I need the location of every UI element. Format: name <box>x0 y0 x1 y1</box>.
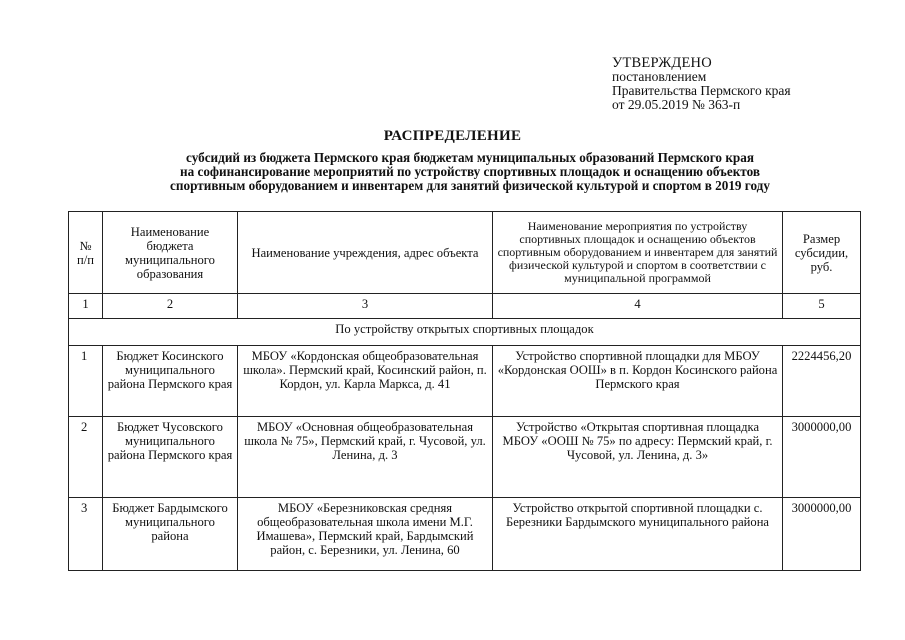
header-amount: Размер субсидии, руб. <box>783 212 861 294</box>
header-number: № п/п <box>69 212 103 294</box>
column-number-2: 2 <box>103 294 238 319</box>
row-activity: Устройство спортивной площадки для МБОУ «Кордонская ООШ» в п. Кордон Косинского района Пермского края <box>493 346 783 417</box>
row-number: 3 <box>69 498 103 571</box>
row-activity: Устройство «Открытая спортивная площадка МБОУ «ООШ № 75» по адресу: Пермский край, г. Чусовой, ул. Ленина, д. 3» <box>493 417 783 498</box>
row-amount: 3000000,00 <box>783 498 861 571</box>
row-budget: Бюджет Бардымского муниципального района <box>103 498 238 571</box>
column-number-5: 5 <box>783 294 861 319</box>
section-title: По устройству открытых спортивных площадок <box>69 319 861 346</box>
table-row <box>69 417 861 498</box>
table-row <box>69 498 861 571</box>
row-amount: 2224456,20 <box>783 346 861 417</box>
approval-heading: УТВЕРЖДЕНО <box>612 55 712 71</box>
row-amount: 3000000,00 <box>783 417 861 498</box>
document-title: РАСПРЕДЕЛЕНИЕ <box>383 128 522 144</box>
column-number-row <box>69 294 861 319</box>
subtitle-line-2: на софинансирование мероприятий по устройству спортивных площадок и оснащению объектов <box>180 164 760 179</box>
row-institution: МБОУ «Основная общеобразовательная школа № 75», Пермский край, г. Чусовой, ул. Ленина, д. 3 <box>238 417 493 498</box>
table-header-row <box>69 212 861 294</box>
column-number-4: 4 <box>493 294 783 319</box>
row-institution: МБОУ «Березниковская средняя общеобразовательная школа имени М.Г. Имашева», Пермский край, Бардымский район, с. Березники, ул. Ленина, 60 <box>238 498 493 571</box>
header-institution: Наименование учреждения, адрес объекта <box>238 212 493 294</box>
row-institution: МБОУ «Кордонская общеобразовательная школа». Пермский край, Косинский район, п. Кордон, ул. Карла Маркса, д. 41 <box>238 346 493 417</box>
approval-line-2: Правительства Пермского края <box>612 83 791 98</box>
subtitle-line-3: спортивным оборудованием и инвентарем для занятий физической культурой и спортом в 2019 году <box>170 178 770 193</box>
header-activity: Наименование мероприятия по устройству спортивных площадок и оснащению объектов спортивным оборудованием и инвентарем для занятий физической культурой и спортом в соответствии с муниципальной программой <box>493 212 783 294</box>
approval-line-3: от 29.05.2019 № 363-п <box>612 97 741 112</box>
approval-line-1: постановлением <box>612 69 707 84</box>
row-number: 2 <box>69 417 103 498</box>
table-row <box>69 346 861 417</box>
distribution-table <box>68 211 861 571</box>
row-budget: Бюджет Косинского муниципального района Пермского края <box>103 346 238 417</box>
row-activity: Устройство открытой спортивной площадки с. Березники Бардымского муниципального района <box>493 498 783 571</box>
approval-block <box>612 56 791 112</box>
subtitle-line-1: субсидий из бюджета Пермского края бюджетам муниципальных образований Пермского края <box>186 150 754 165</box>
column-number-3: 3 <box>238 294 493 319</box>
column-number-1: 1 <box>69 294 103 319</box>
document-subtitle <box>120 151 820 193</box>
header-budget: Наименование бюджета муниципального образования <box>103 212 238 294</box>
row-budget: Бюджет Чусовского муниципального района Пермского края <box>103 417 238 498</box>
section-row <box>69 319 861 346</box>
row-number: 1 <box>69 346 103 417</box>
